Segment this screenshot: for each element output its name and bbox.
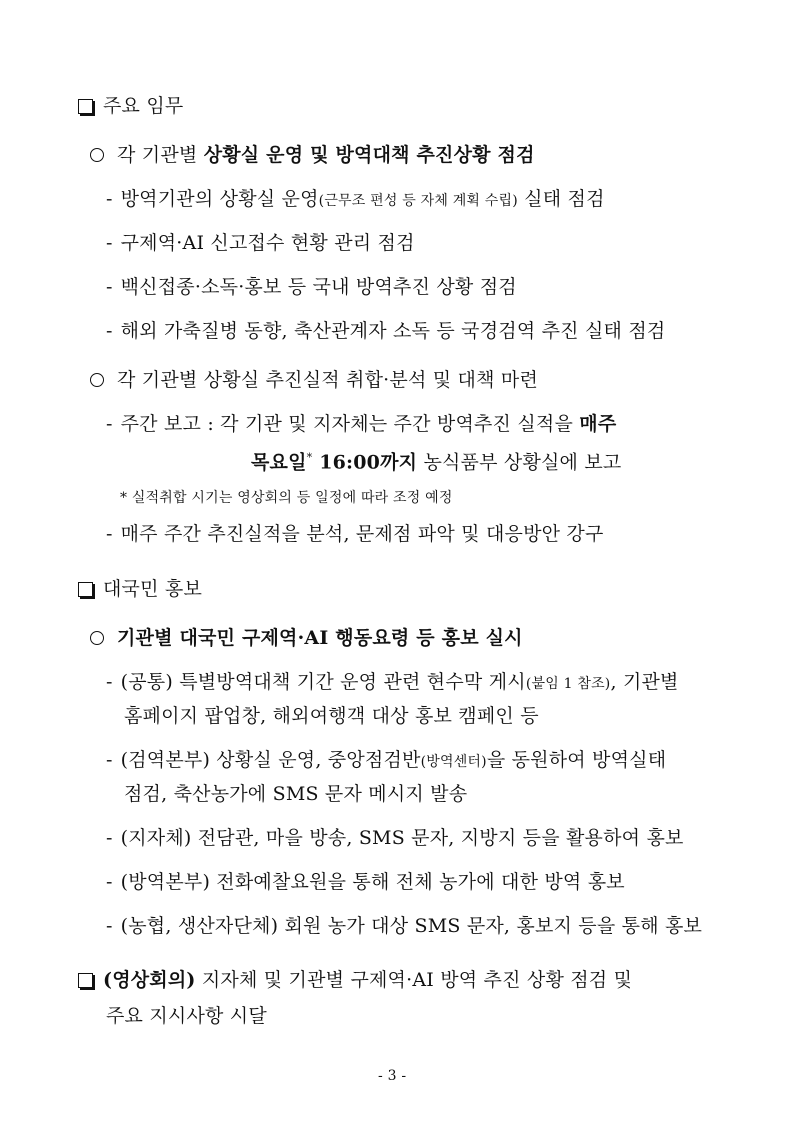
sub-item-continuation: 홈페이지 팝업창, 해외여행객 대상 홍보 캠페인 등 [124,705,539,727]
sub-item-weekly-report [106,412,616,436]
section-heading-public-promotion [78,577,202,601]
bullet-item [90,143,535,167]
sub-text: (검역본부) 상황실 운영, 중앙점검반 [120,749,421,771]
sub-text-small: (붙임 1 참조) [525,676,611,692]
item-text: 각 기관별 [117,144,204,166]
circle-bullet-icon [90,373,104,387]
sub-text: 구제역·AI 신고접수 현황 관리 점검 [120,232,415,254]
dash-bullet: - [106,915,113,937]
dash-bullet: - [106,188,113,210]
section-continuation: 주요 지시사항 시달 [106,1005,267,1027]
section-title: 대국민 홍보 [103,578,203,600]
dash-bullet: - [106,871,113,893]
sub-item [106,231,415,255]
sub-text: 농식품부 상황실에 보고 [417,451,622,474]
dash-bullet: - [106,749,113,771]
sub-text: , 기관별 [610,671,679,693]
dash-bullet: - [106,276,113,298]
sub-text-small: (방역센터) [420,754,487,770]
sub-text: (공통) 특별방역대책 기간 운영 관련 현수막 게시 [120,671,526,693]
dash-bullet: - [106,671,113,693]
sub-item [106,275,517,299]
sub-item [106,870,625,894]
sub-text: (농협, 생산자단체) 회원 농가 대상 SMS 문자, 홍보지 등을 통해 홍보 [120,915,703,937]
sub-text-bold: 16:00까지 [312,451,418,474]
section-text: 지자체 및 기관별 구제역·AI 방역 추진 상황 점검 및 [195,969,633,991]
sub-text: 방역기관의 상황실 운영 [120,188,319,210]
sub-text: 백신접종·소독·홍보 등 국내 방역추진 상황 점검 [120,276,517,298]
sub-text-bold: 목요일 [251,451,307,474]
sub-text-bold: 매주 [579,413,617,435]
sub-item [106,187,605,213]
dash-bullet: - [106,523,113,545]
bullet-item [90,368,538,392]
section-heading-main-duties [78,94,183,118]
item-text: 각 기관별 상황실 추진실적 취합·분석 및 대책 마련 [117,369,538,391]
footnote: * 실적취합 시기는 영상회의 등 일정에 따라 조정 예정 [120,490,453,506]
sub-item [106,748,666,774]
item-text-bold: 상황실 운영 및 방역대책 추진상황 점검 [203,144,535,166]
sub-text: (방역본부) 전화예찰요원을 통해 전체 농가에 대한 방역 홍보 [120,871,625,893]
sub-item [106,522,604,546]
circle-bullet-icon [90,148,104,162]
bullet-item [90,626,523,650]
page-number: - 3 - [378,1068,407,1084]
dash-bullet: - [106,827,113,849]
sub-item [106,319,665,343]
sub-item-continuation: 점검, 축산농가에 SMS 문자 메시지 발송 [124,783,468,805]
sub-text: 실태 점검 [517,188,605,210]
sub-item [106,914,702,938]
section-title-bold: (영상회의) [103,969,196,991]
sub-item-continuation [251,446,621,474]
sub-text: 주간 보고 : 각 기관 및 지자체는 주간 방역추진 실적을 [120,413,580,435]
footnote-marker: * [306,451,313,464]
section-title: 주요 임무 [103,95,184,117]
checkbox-square-icon [78,973,93,988]
sub-item [106,670,679,696]
checkbox-square-icon [78,99,93,114]
sub-text: 매주 주간 추진실적을 분석, 문제점 파악 및 대응방안 강구 [120,523,604,545]
sub-text: 해외 가축질병 동향, 축산관계자 소독 등 국경검역 추진 실태 점검 [120,320,666,342]
dash-bullet: - [106,413,113,435]
dash-bullet: - [106,320,113,342]
sub-text: 을 동원하여 방역실태 [486,749,667,771]
section-heading-video-conference [78,968,632,992]
sub-item [106,826,684,850]
checkbox-square-icon [78,582,93,597]
item-text-bold: 기관별 대국민 구제역·AI 행동요령 등 홍보 실시 [117,627,523,649]
sub-text: (지자체) 전담관, 마을 방송, SMS 문자, 지방지 등을 활용하여 홍보 [120,827,684,849]
dash-bullet: - [106,232,113,254]
circle-bullet-icon [90,631,104,645]
sub-text-small: (근무조 편성 등 자체 계획 수립) [318,193,518,209]
